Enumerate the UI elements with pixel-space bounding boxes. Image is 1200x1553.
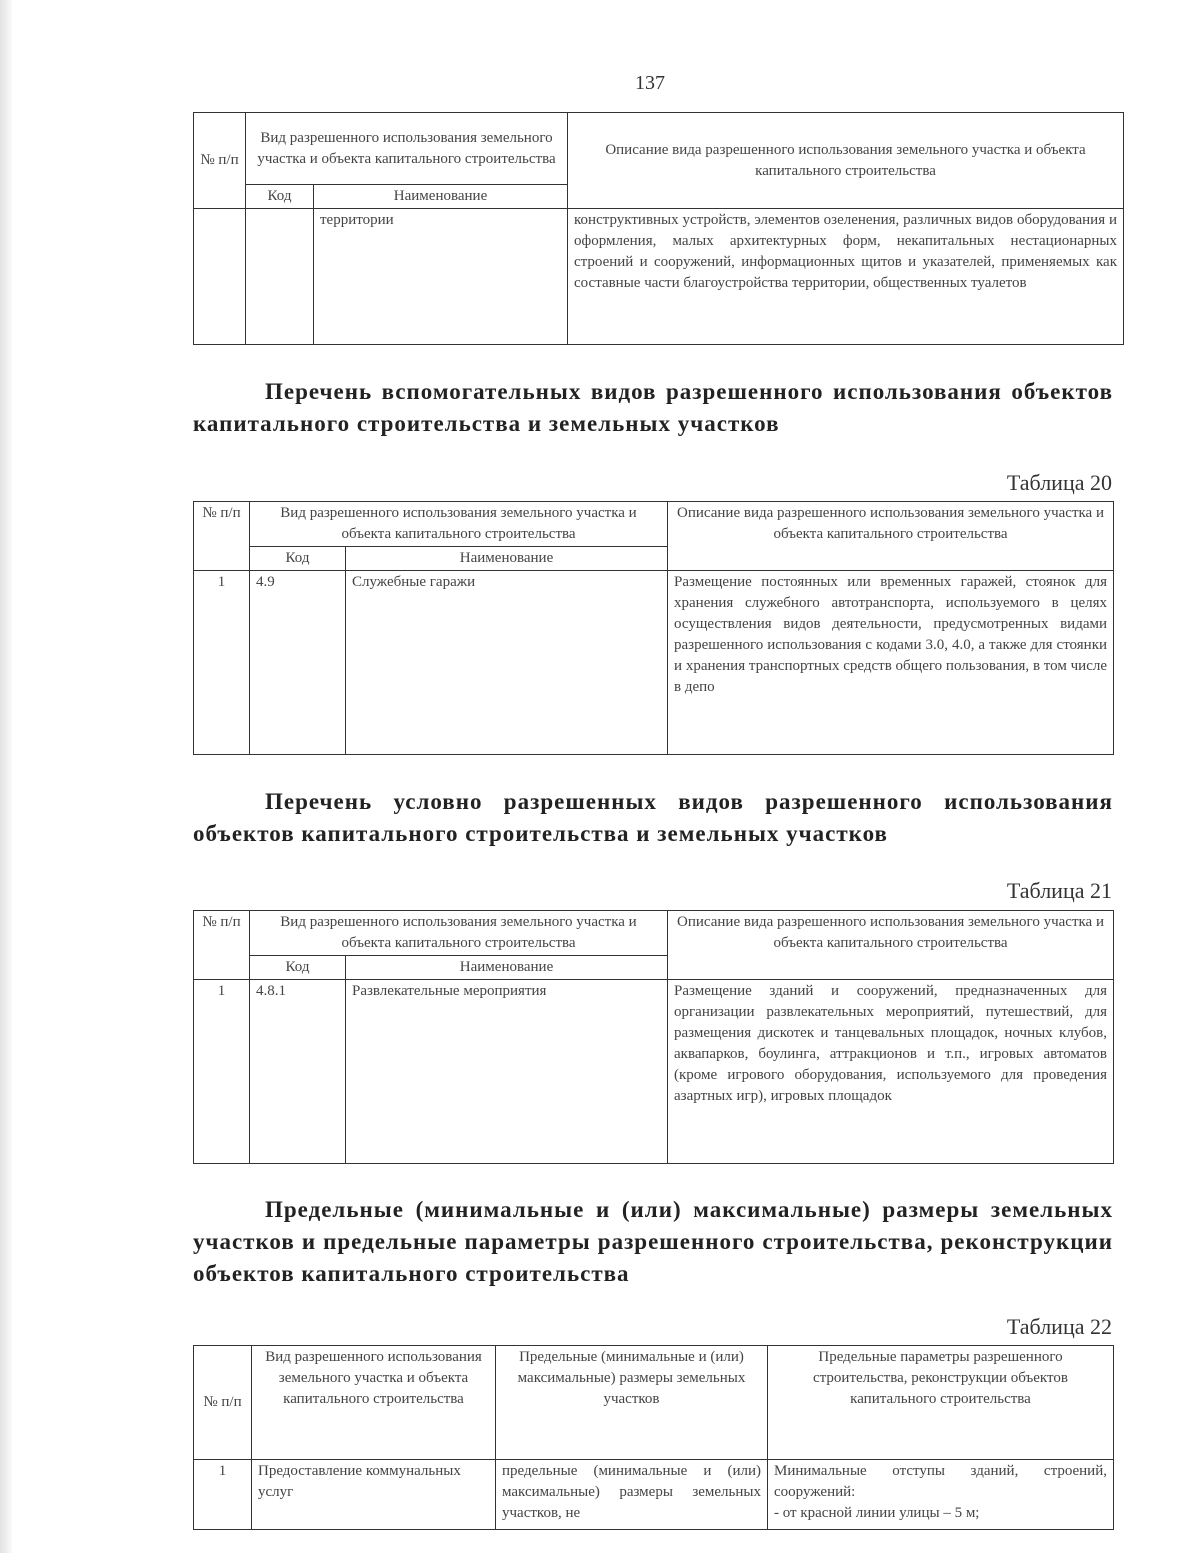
page-number: 137	[635, 72, 665, 94]
row-code	[246, 209, 314, 345]
section-heading-limits: Предельные (минимальные и (или) максимальные) размеры земельных участков и предельные параметры разрешенного строительства, реконструкции объектов капитального строительства	[193, 1197, 1113, 1286]
table-row	[194, 1460, 1114, 1530]
row-type: Предоставление коммунальных услуг	[252, 1460, 496, 1530]
col-desc-header: Описание вида разрешенного использования земельного участка и объекта капитального строительства	[668, 911, 1114, 980]
row-name: территории	[314, 209, 568, 345]
col-num-header: № п/п	[194, 911, 250, 980]
row-num: 1	[194, 571, 250, 755]
col-code-header: Код	[250, 547, 346, 571]
row-code: 4.9	[250, 571, 346, 755]
col-params-header: Предельные параметры разрешенного строительства, реконструкции объектов капитального строительства	[768, 1346, 1114, 1460]
row-num	[194, 209, 246, 345]
table-row	[194, 209, 1124, 345]
scan-edge	[0, 0, 12, 1553]
row-code: 4.8.1	[250, 980, 346, 1164]
table-21	[193, 910, 1114, 1164]
col-type-header: Вид разрешенного использования земельного участка и объекта капитального строительства	[250, 911, 668, 956]
section-heading-conditional: Перечень условно разрешенных видов разрешенного использования объектов капитального строительства и земельных участков	[193, 789, 1113, 846]
col-type-header: Вид разрешенного использования земельного участка и объекта капитального строительства	[250, 502, 668, 547]
row-desc: конструктивных устройств, элементов озеленения, различных видов оборудования и оформления, малых архитектурных форм, некапитальных нестационарных строений и сооружений, информационных щитов и указателей, применяемых как составные части благоустройства территории, общественных туалетов	[568, 209, 1124, 345]
row-num: 1	[194, 1460, 252, 1530]
row-num: 1	[194, 980, 250, 1164]
col-type-header: Вид разрешенного использования земельного участка и объекта капитального строительства	[246, 113, 568, 185]
row-name: Развлекательные мероприятия	[346, 980, 668, 1164]
col-code-header: Код	[246, 185, 314, 209]
table-continued	[193, 112, 1124, 345]
row-sizes: предельные (минимальные и (или) максимальные) размеры земельных участков, не	[496, 1460, 768, 1530]
row-params-line2: - от красной линии улицы – 5 м;	[774, 1505, 980, 1521]
col-code-header: Код	[250, 956, 346, 980]
table-caption-21: Таблица 21	[1006, 878, 1112, 903]
col-sizes-header: Предельные (минимальные и (или) максимальные) размеры земельных участков	[496, 1346, 768, 1460]
row-desc: Размещение постоянных или временных гаражей, стоянок для хранения служебного автотранспорта, используемого в целях осуществления видов деятельности, предусмотренных видами разрешенного использования с кодами 3.0, 4.0, а также для стоянки и хранения транспортных средств общего пользования, в том числе в депо	[668, 571, 1114, 755]
col-name-header: Наименование	[346, 956, 668, 980]
row-name: Служебные гаражи	[346, 571, 668, 755]
col-num-header: № п/п	[194, 1346, 252, 1460]
row-desc: Размещение зданий и сооружений, предназначенных для организации развлекательных мероприятий, путешествий, для размещения дискотек и танцевальных площадок, ночных клубов, аквапарков, боулинга, аттракционов и т.п., игровых автоматов (кроме игрового оборудования, используемого для проведения азартных игр), игровых площадок	[668, 980, 1114, 1164]
col-num-header: № п/п	[194, 502, 250, 571]
section-heading-auxiliary: Перечень вспомогательных видов разрешенного использования объектов капитального строительства и земельных участков	[193, 379, 1113, 436]
table-20	[193, 501, 1114, 755]
table-caption-20: Таблица 20	[1006, 470, 1112, 495]
table-caption-22: Таблица 22	[1006, 1314, 1112, 1339]
row-params	[768, 1460, 1114, 1530]
table-22	[193, 1345, 1114, 1530]
col-desc-header: Описание вида разрешенного использования земельного участка и объекта капитального строительства	[568, 113, 1124, 209]
col-type-header: Вид разрешенного использования земельного участка и объекта капитального строительства	[252, 1346, 496, 1460]
col-desc-header: Описание вида разрешенного использования земельного участка и объекта капитального строительства	[668, 502, 1114, 571]
col-name-header: Наименование	[346, 547, 668, 571]
table-row	[194, 980, 1114, 1164]
col-name-header: Наименование	[314, 185, 568, 209]
table-row	[194, 571, 1114, 755]
col-num-header: № п/п	[194, 113, 246, 209]
row-params-line1: Минимальные отступы зданий, строений, сооружений:	[774, 1463, 1107, 1500]
